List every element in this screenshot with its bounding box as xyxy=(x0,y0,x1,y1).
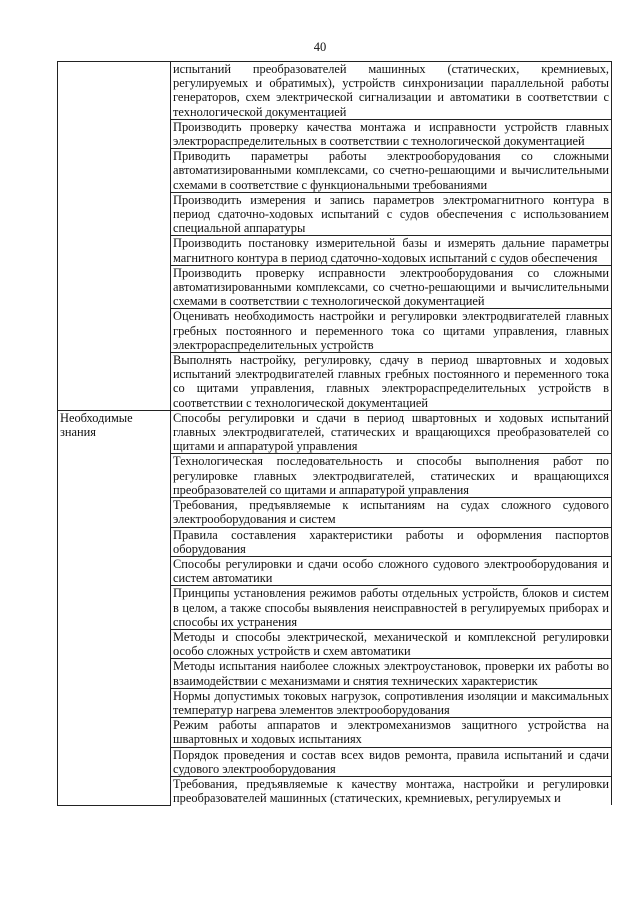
table-cell xyxy=(171,718,612,747)
knowledge-item: Способы регулировки и сдачи особо сложного судового электрооборудования и систем автоматики xyxy=(173,556,609,586)
table-cell xyxy=(171,747,612,776)
skill-item: Оценивать необходимость настройки и регулировки электродвигателей главных гребных постоянного и переменного тока со щитами управления, главных электрораспределительных устройств xyxy=(173,309,609,352)
table-cell xyxy=(171,192,612,236)
section-label-skills xyxy=(58,62,171,411)
table-cell xyxy=(171,353,612,411)
table-cell xyxy=(171,776,612,805)
knowledge-item: Методы испытания наиболее сложных электроустановок, проверки их работы во взаимодействии с механизмами и снятия технических характеристик xyxy=(173,659,609,688)
knowledge-item: Методы и способы электрической, механической и комплексной регулировки особо сложных устройств и схем автоматики xyxy=(173,629,609,659)
table-row xyxy=(58,62,612,120)
table-cell xyxy=(171,659,612,688)
table-cell xyxy=(171,527,612,556)
knowledge-item: Требования, предъявляемые к качеству монтажа, настройки и регулировки преобразователей машинных (статических, кремниевых, регулируемых и xyxy=(173,776,609,806)
knowledge-item: Правила составления характеристики работы и оформления паспортов оборудования xyxy=(173,527,609,556)
table-cell xyxy=(171,498,612,527)
knowledge-item: Требования, предъявляемые к испытаниям на судах сложного судового электрооборудования и систем xyxy=(173,498,609,527)
table-cell xyxy=(171,586,612,630)
skill-item: Производить проверку исправности электрооборудования со сложными автоматизированными комплексами, со счетно-решающими и вычислительными схемами в соответствии с технологической документацией xyxy=(173,265,609,309)
knowledge-item: Технологическая последовательность и способы выполнения работ по регулировке главных электродвигателей, статических и вращающихся преобразователей со щитами и аппаратурой управления xyxy=(173,454,609,497)
skill-item: испытаний преобразователей машинных (статических, кремниевых, регулируемых и обратимых), устройств синхронизации параллельной работы генераторов, схем электрической сигнализации и автоматики в соответствии с технологической документацией xyxy=(173,62,609,119)
skill-item: Производить постановку измерительной базы и измерять дальние параметры магнитного контура в период сдаточно-ходовых испытаний с судов обеспечения xyxy=(173,236,609,265)
skill-item: Производить измерения и запись параметров электромагнитного контура в период сдаточно-ходовых испытаний с судов обеспечения с использованием специальной аппаратуры xyxy=(173,192,609,236)
knowledge-item: Порядок проведения и состав всех видов ремонта, правила испытаний и сдачи судового электрооборудования xyxy=(173,747,609,776)
table-cell xyxy=(171,688,612,717)
table-cell xyxy=(171,454,612,498)
table-cell xyxy=(171,629,612,658)
competency-table xyxy=(57,61,612,806)
knowledge-item: Способы регулировки и сдачи в период швартовных и ходовых испытаний главных электродвигателей, статических и вращающихся преобразователей со щитами и аппаратурой управления xyxy=(173,410,609,454)
knowledge-item: Режим работы аппаратов и электромеханизмов защитного устройства на швартовных и ходовых испытаниях xyxy=(173,718,609,747)
knowledge-item: Принципы установления режимов работы отдельных устройств, блоков и систем в целом, а также способы выявления неисправностей в регулируемых приборах и способы их устранения xyxy=(173,586,609,629)
table-cell xyxy=(171,309,612,353)
skill-item: Выполнять настройку, регулировку, сдачу в период швартовных и ходовых испытаний электродвигателей главных гребных постоянного и переменного тока со щитами управления, главных электрораспределительных устройств в соответствии с технологической документацией xyxy=(173,353,609,410)
table-cell xyxy=(171,119,612,148)
table-cell xyxy=(171,236,612,265)
skill-item: Производить проверку качества монтажа и исправности устройств главных электрораспределительных в соответствии с технологической документацией xyxy=(173,119,609,149)
page-number: 40 xyxy=(313,40,327,54)
table-cell xyxy=(171,265,612,309)
table-cell xyxy=(171,62,612,120)
table-cell xyxy=(171,410,612,454)
skill-item: Приводить параметры работы электрооборудования со сложными автоматизированными комплексами, со счетно-решающими и вычислительными схемами в соответствие с функциональными требованиями xyxy=(173,149,609,192)
table-cell xyxy=(171,149,612,193)
table-cell xyxy=(171,556,612,585)
section-label-knowledge: Необходимые знания xyxy=(58,410,171,805)
table-row xyxy=(58,410,612,454)
knowledge-item: Нормы допустимых токовых нагрузок, сопротивления изоляции и максимальных температур нагрева элементов электрооборудования xyxy=(173,688,609,717)
